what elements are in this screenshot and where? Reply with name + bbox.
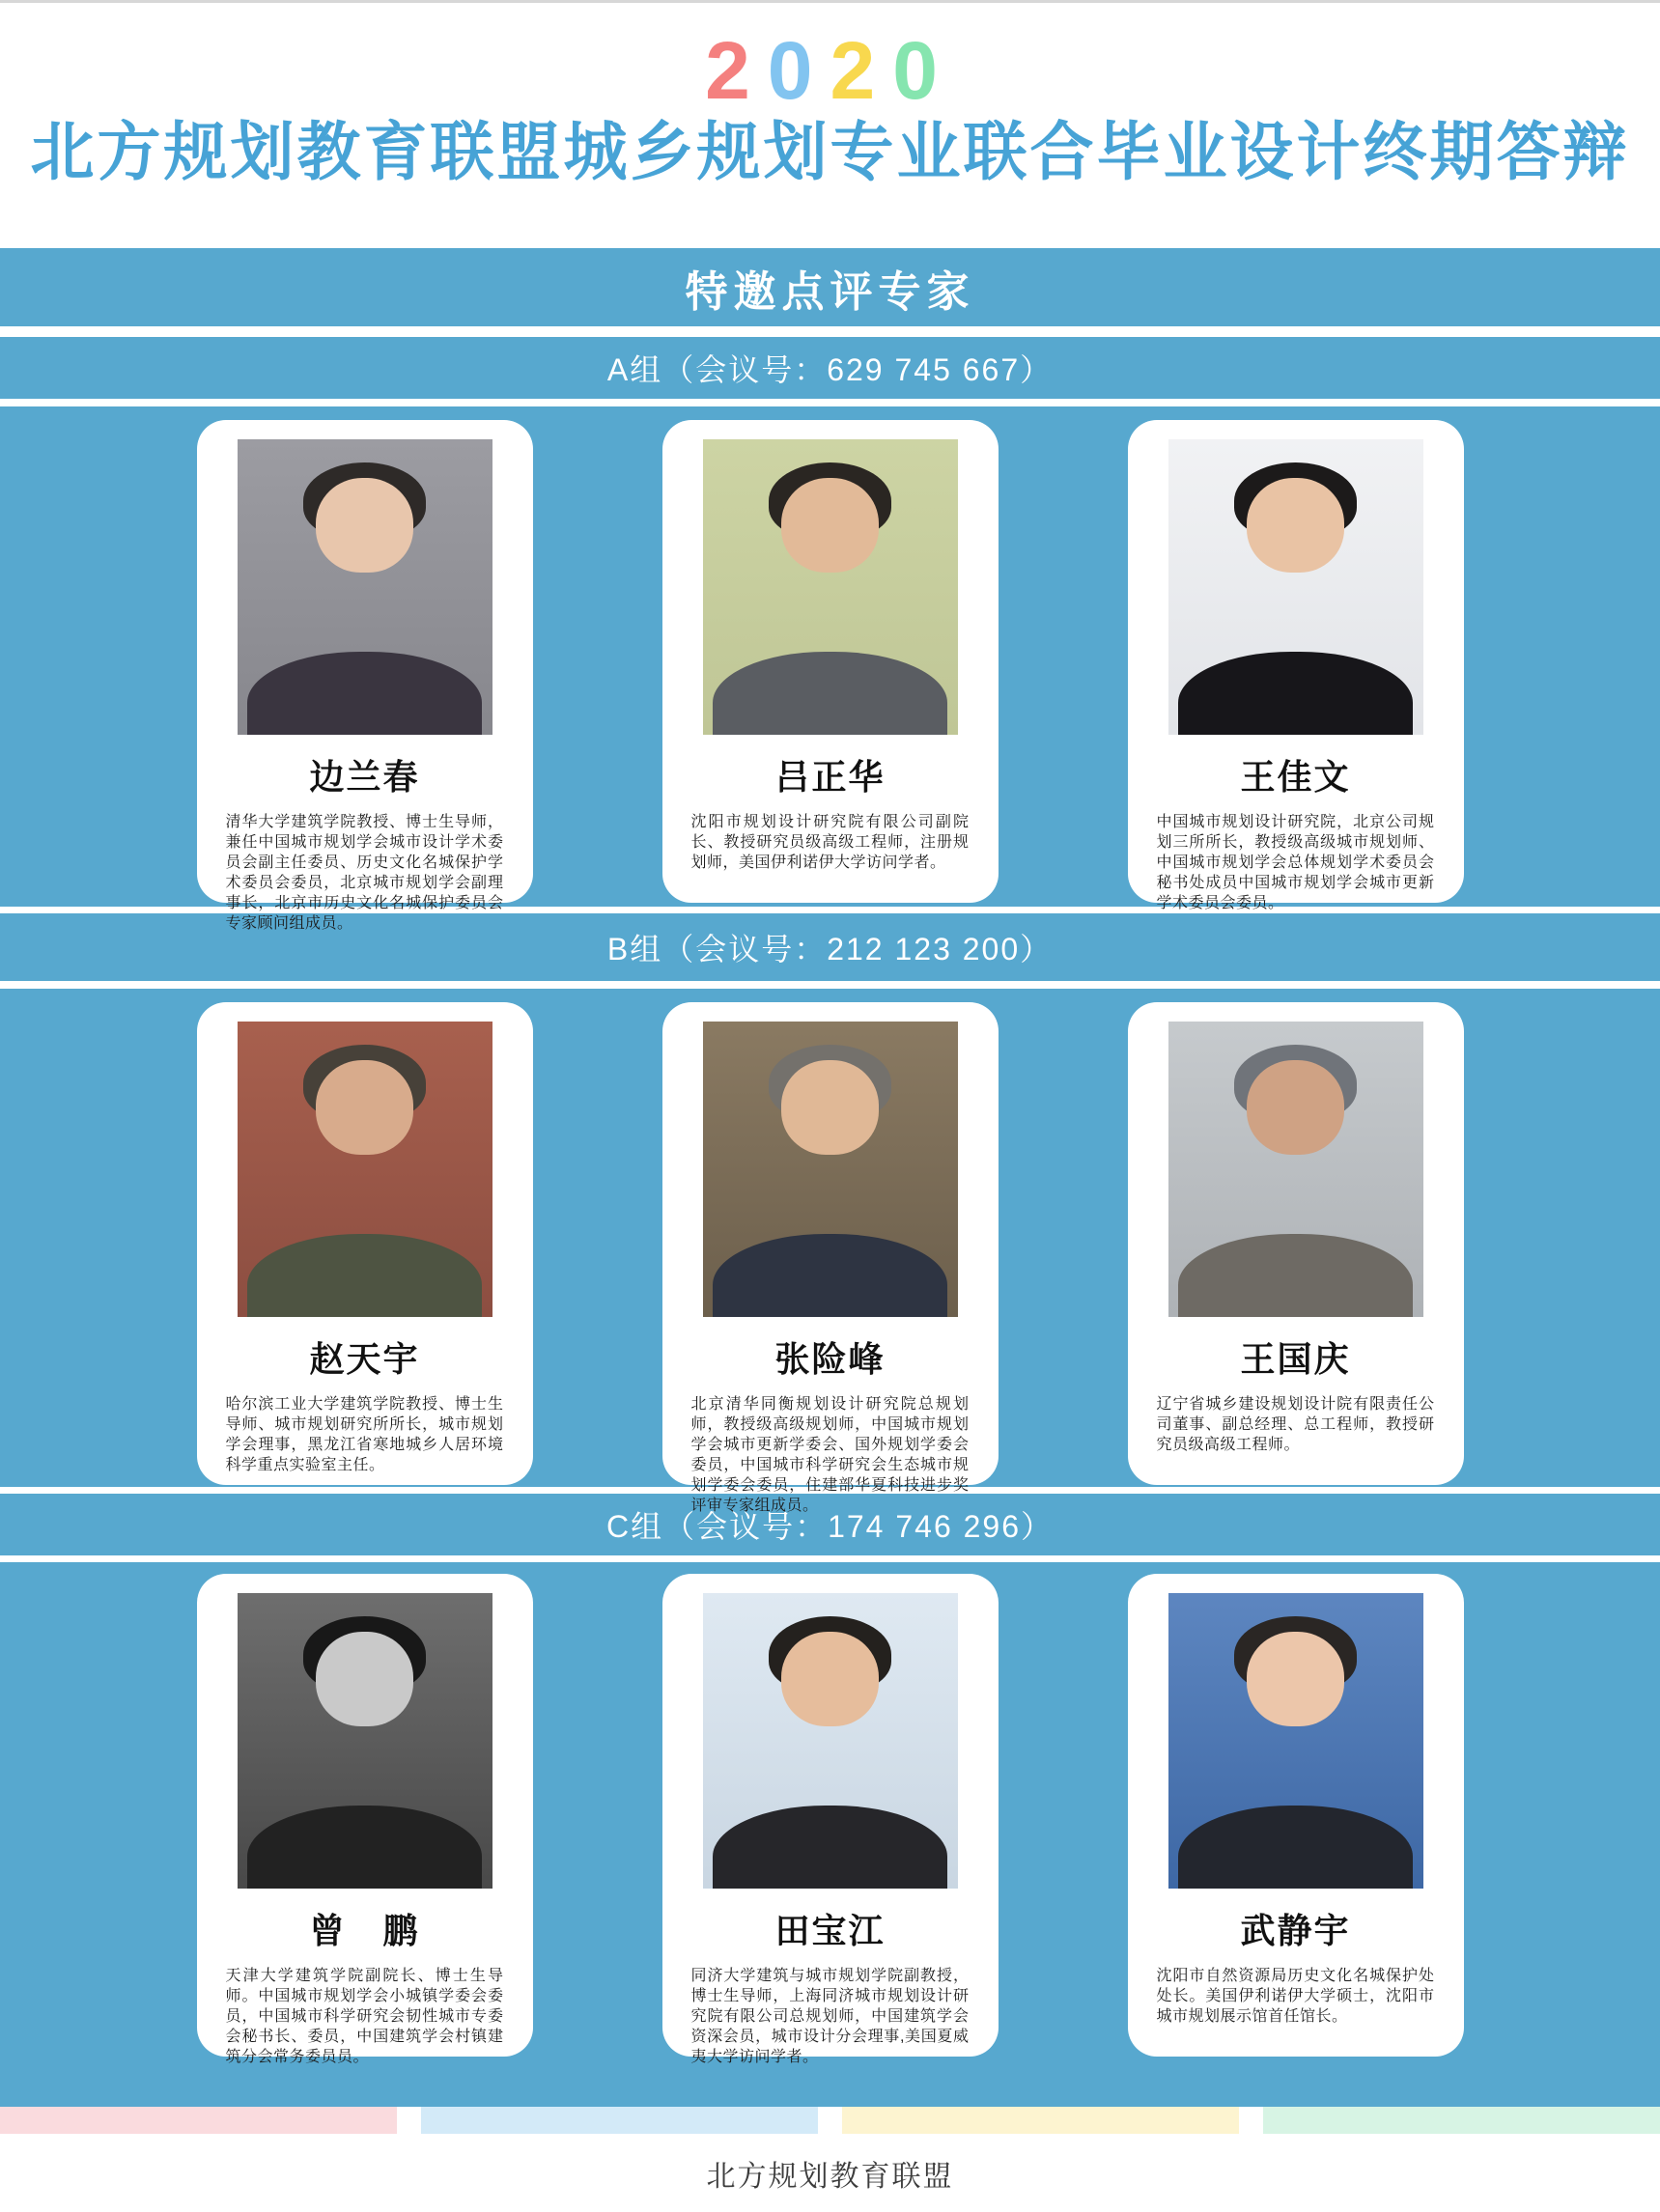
year-digit: 2 xyxy=(830,25,893,116)
expert-bio: 沈阳市自然资源局历史文化名城保护处处长。美国伊利诺伊大学硕士，沈阳市城市规划展示馆首任馆长。 xyxy=(1156,1968,1435,2025)
divider xyxy=(0,326,1660,337)
silhouette-head xyxy=(781,1632,878,1726)
footer-color-bars xyxy=(0,2107,1660,2134)
expert-photo xyxy=(238,1022,492,1317)
silhouette-head xyxy=(1247,1632,1343,1726)
silhouette-body xyxy=(1178,1234,1413,1317)
divider xyxy=(0,981,1660,989)
expert-card-wangjiawen xyxy=(1128,420,1464,911)
group-c-header: C组（会议号：174 746 296） xyxy=(0,1494,1660,1555)
expert-card-lvzhenghua xyxy=(662,420,999,903)
expert-photo xyxy=(1168,1593,1423,1889)
expert-photo xyxy=(238,439,492,735)
expert-photo xyxy=(238,1593,492,1889)
silhouette-head xyxy=(781,478,878,573)
expert-card-zhangxianfeng xyxy=(662,1002,999,1514)
expert-bio: 北京清华同衡规划设计研究院总规划师，教授级高级规划师，中国城市规划学会城市更新学委会、国外规划学委会委员，中国城市科学研究会生态城市规划学委会委员，住建部华夏科技进步奖评审专家组成员。 xyxy=(690,1396,970,1514)
expert-name: 张险峰 xyxy=(774,1339,886,1379)
divider xyxy=(0,399,1660,406)
expert-card-zhaotianyu xyxy=(197,1002,533,1485)
expert-card-wujingyu xyxy=(1128,1574,1464,2057)
silhouette-body xyxy=(247,1234,482,1317)
expert-card-wangguoqing xyxy=(1128,1002,1464,1485)
silhouette-body xyxy=(713,1806,947,1889)
expert-name: 赵天宇 xyxy=(309,1339,420,1379)
expert-name: 王国庆 xyxy=(1240,1339,1351,1379)
expert-name: 曾 鹏 xyxy=(309,1911,420,1950)
expert-bio: 哈尔滨工业大学建筑学院教授、博士生导师、城市规划研究所所长，城市规划学会理事，黑龙江省寒地城乡人居环境科学重点实验室主任。 xyxy=(225,1396,504,1473)
footer-bar-pink xyxy=(0,2107,397,2134)
expert-name: 吕正华 xyxy=(774,757,886,797)
year-digit: 0 xyxy=(892,25,955,116)
expert-photo xyxy=(703,1022,958,1317)
silhouette-body xyxy=(1178,1806,1413,1889)
expert-name: 田宝江 xyxy=(774,1911,886,1950)
footer-org-name: 北方规划教育联盟 xyxy=(706,2160,954,2193)
group-a-header: A组（会议号：629 745 667） xyxy=(0,337,1660,399)
silhouette-head xyxy=(1247,1060,1343,1155)
silhouette-head xyxy=(316,1632,412,1726)
expert-card-tianbaojiang xyxy=(662,1574,999,2065)
expert-photo xyxy=(703,439,958,735)
footer-bar-blue xyxy=(421,2107,818,2134)
expert-photo xyxy=(1168,439,1423,735)
expert-bio: 中国城市规划设计研究院，北京公司规划三所所长，教授级高级城市规划师、中国城市规划学会总体规划学术委员会秘书处成员中国城市规划学会城市更新学术委员会委员。 xyxy=(1156,814,1435,911)
year-digit: 2 xyxy=(705,25,768,116)
silhouette-body xyxy=(713,1234,947,1317)
expert-bio: 清华大学建筑学院教授、博士生导师，兼任中国城市规划学会城市设计学术委员会副主任委员、历史文化名城保护学术委员会委员，北京城市规划学会副理事长，北京市历史文化名城保护委员会专家顾问组成员。 xyxy=(225,814,504,932)
silhouette-head xyxy=(316,1060,412,1155)
expert-name: 王佳文 xyxy=(1240,757,1351,797)
group-b-section xyxy=(0,989,1660,1514)
year-digit: 0 xyxy=(767,25,830,116)
expert-name: 武静宇 xyxy=(1240,1911,1351,1950)
expert-card-bianlanchun xyxy=(197,420,533,932)
group-b-header: B组（会议号：212 123 200） xyxy=(0,913,1660,981)
footer-bar-green xyxy=(1263,2107,1660,2134)
expert-card-zengpeng xyxy=(197,1574,533,2065)
expert-bio: 同济大学建筑与城市规划学院副教授，博士生导师，上海同济城市规划设计研究院有限公司总规划师，中国建筑学会资深会员，城市设计分会理事,美国夏威夷大学访问学者。 xyxy=(690,1968,970,2065)
silhouette-head xyxy=(1247,478,1343,573)
group-c-section xyxy=(0,1562,1660,2107)
year-2020 xyxy=(0,25,1660,116)
expert-photo xyxy=(703,1593,958,1889)
poster-header xyxy=(0,3,1660,248)
silhouette-body xyxy=(247,1806,482,1889)
silhouette-body xyxy=(247,652,482,735)
expert-photo xyxy=(1168,1022,1423,1317)
expert-bio: 天津大学建筑学院副院长、博士生导师。中国城市规划学会小城镇学委会委员，中国城市科学研究会韧性城市专委会秘书长、委员，中国建筑学会村镇建筑分会常务委员员。 xyxy=(225,1968,504,2065)
silhouette-head xyxy=(316,478,412,573)
expert-name: 边兰春 xyxy=(309,757,420,797)
expert-bio: 辽宁省城乡建设规划设计院有限责任公司董事、副总经理、总工程师，教授研究员级高级工程师。 xyxy=(1156,1396,1435,1453)
silhouette-body xyxy=(713,652,947,735)
divider xyxy=(0,1555,1660,1562)
group-a-section xyxy=(0,406,1660,932)
silhouette-body xyxy=(1178,652,1413,735)
subtitle-band: 特邀点评专家 xyxy=(0,248,1660,326)
footer-bar-yellow xyxy=(842,2107,1239,2134)
silhouette-head xyxy=(781,1060,878,1155)
expert-bio: 沈阳市规划设计研究院有限公司副院长、教授研究员级高级工程师，注册规划师，美国伊利诺伊大学访问学者。 xyxy=(690,814,970,871)
page-title: 北方规划教育联盟城乡规划专业联合毕业设计终期答辩 xyxy=(30,116,1630,187)
